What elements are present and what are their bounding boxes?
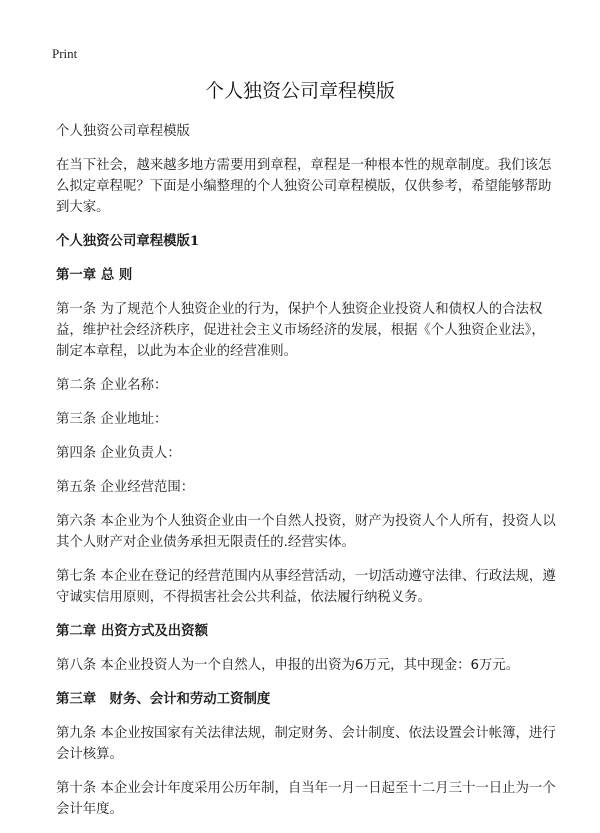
chapter-heading-3: 第三章 财务、会计和劳动工资制度 xyxy=(56,691,271,707)
article-7: 第七条 本企业在登记的经营范围内从事经营活动，一切活动遵守法律、行政法规，遵守诚实信用原则，不得损害社会公共利益，依法履行纳税义务。 xyxy=(56,569,556,605)
article-8: 第八条 本企业投资人为一个自然人，申报的出资为6万元，其中现金：6万元。 xyxy=(56,658,520,673)
article-2: 第二条 企业名称： xyxy=(56,378,168,393)
article-10: 第十条 本企业会计年度采用公历年制，自当年一月一日起至十二月三十一日止为一个会计年度。 xyxy=(56,781,556,817)
print-link[interactable]: Print xyxy=(52,46,78,61)
article-1: 第一条 为了规范个人独资企业的行为，保护个人独资企业投资人和债权人的合法权益，维护社会经济秩序，促进社会主义市场经济的发展，根据《个人独资企业法》，制定本章程，以此为本企业的经营准则。 xyxy=(56,302,545,359)
intro-subtitle: 个人独资公司章程模版 xyxy=(56,124,190,139)
document-body xyxy=(56,121,556,833)
section-heading-template-1: 个人独资公司章程模版1 xyxy=(56,233,200,249)
article-5: 第五条 企业经营范围： xyxy=(56,480,195,495)
article-4: 第四条 企业负责人： xyxy=(56,446,181,461)
article-9: 第九条 本企业按国家有关法律法规，制定财务、会计制度、依法设置会计帐簿，进行会计核算。 xyxy=(56,726,556,762)
intro-paragraph: 在当下社会，越来越多地方需要用到章程，章程是一种根本性的规章制度。我们该怎么拟定章程呢？下面是小编整理的个人独资公司章程模版，仅供参考，希望能够帮助到大家。 xyxy=(56,158,552,215)
article-3: 第三条 企业地址： xyxy=(56,412,168,427)
article-6: 第六条 本企业为个人独资企业由一个自然人投资，财产为投资人个人所有，投资人以其个人财产对企业债务承担无限责任的.经营实体。 xyxy=(56,514,556,550)
chapter-heading-1: 第一章 总 则 xyxy=(56,267,133,283)
chapter-heading-2: 第二章 出资方式及出资额 xyxy=(56,623,208,639)
document-title: 个人独资公司章程模版 xyxy=(204,80,395,102)
